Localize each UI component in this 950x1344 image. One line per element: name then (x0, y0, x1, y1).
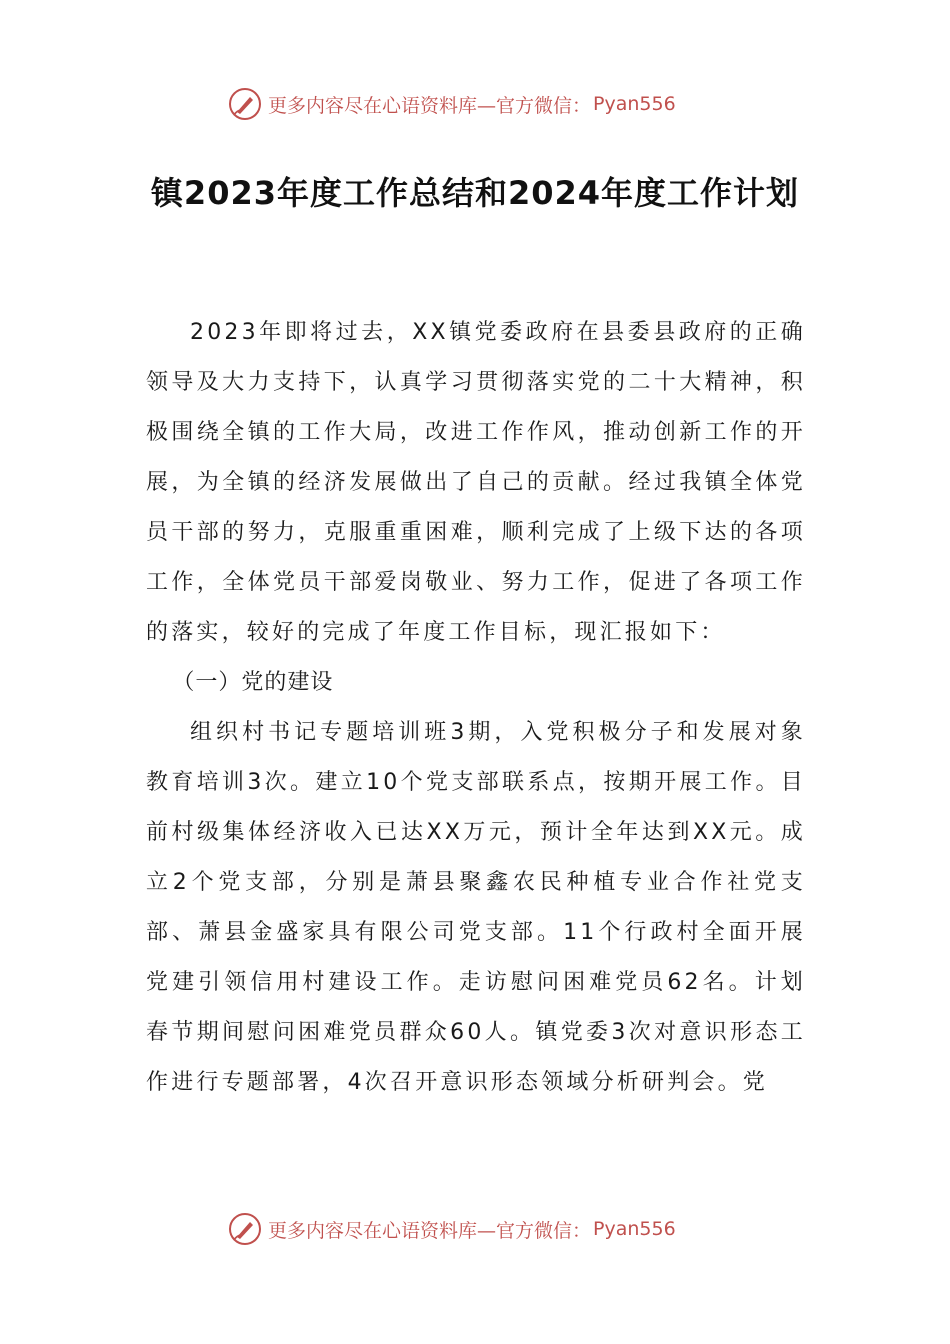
watermark-wechat-id: Pyan556 (593, 1218, 676, 1240)
pen-logo-icon (228, 1212, 262, 1246)
document-title: 镇2023年度工作总结和2024年度工作计划 (150, 174, 800, 212)
watermark-text: 更多内容尽在心语资料库—官方微信： (268, 94, 592, 117)
watermark-banner-top (228, 84, 728, 124)
watermark-text: 更多内容尽在心语资料库—官方微信： (268, 1219, 592, 1242)
document-body (146, 308, 806, 1108)
watermark-banner-bottom (228, 1209, 728, 1249)
section-heading: （一）党的建设 (172, 670, 334, 695)
paragraph-party-building: 组织村书记专题培训班3期，入党积极分子和发展对象教育培训3次。建立10个党支部联系点，按期开展工作。目前村级集体经济收入已达XX万元，预计全年达到XX元。成立2个党支部，分别是萧县聚鑫农民种植专业合作社党支部、萧县金盛家具有限公司党支部。11个行政村全面开展党建引领信用村建设工作。走访慰问困难党员62名。计划春节期间慰问困难党员群众60人。镇党委3次对意识形态工作进行专题部署，4次召开意识形态领域分析研判会。党 (146, 720, 806, 1095)
paragraph-intro: 2023年即将过去，XX镇党委政府在县委县政府的正确领导及大力支持下，认真学习贯彻落实党的二十大精神，积极围绕全镇的工作大局，改进工作作风，推动创新工作的开展，为全镇的经济发展做出了自己的贡献。经过我镇全体党员干部的努力，克服重重困难，顺利完成了上级下达的各项工作，全体党员干部爱岗敬业、努力工作，促进了各项工作的落实，较好的完成了年度工作目标，现汇报如下： (146, 320, 806, 645)
watermark-wechat-id: Pyan556 (593, 93, 676, 115)
pen-logo-icon (228, 87, 262, 121)
